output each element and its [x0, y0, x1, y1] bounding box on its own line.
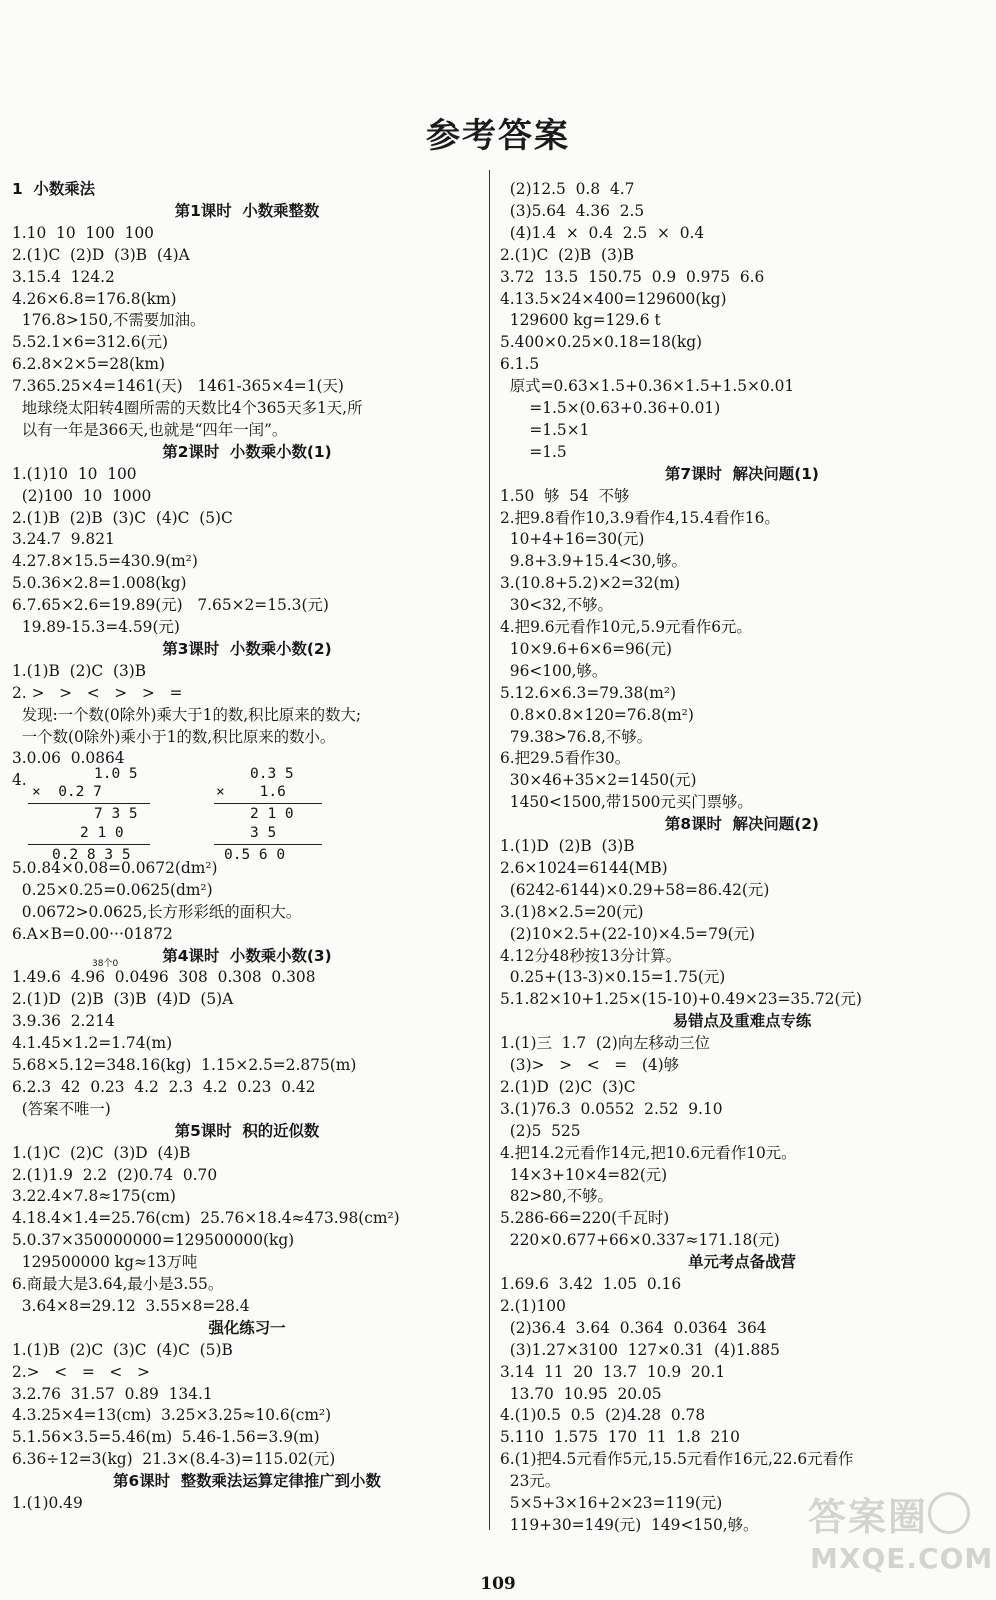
calc-b-line-4: 3 5 [250, 825, 277, 841]
answer-line: 0.0672>0.0625,长方形彩纸的面积大。 [12, 902, 302, 921]
calc-b-line-2: × 1.6 [216, 784, 286, 800]
answer-line: 5.12.6×6.3=79.38(m²) [500, 683, 677, 702]
answer-line: 5.52.1×6=312.6(元) [12, 333, 168, 352]
answer-line: 2.(1)C (2)B (3)B [500, 245, 635, 264]
answer-line: 发现:一个数(0除外)乘大于1的数,积比原来的数大; [12, 705, 362, 724]
answer-line: 1.(1)B (2)C (3)B [12, 661, 147, 680]
watermark-ring [928, 1492, 970, 1534]
answer-line: 2.(1)D (2)B (3)B (4)D (5)A [12, 990, 234, 1009]
calc-a-line-1: 1.0 5 [94, 766, 138, 782]
answer-line: (2)100 10 1000 [12, 486, 152, 505]
answer-line: 19.89-15.3=4.59(元) [12, 618, 180, 636]
answer-line: 3.14 11 20 13.7 10.9 20.1 [500, 1362, 726, 1381]
answer-line: 79.38>76.8,不够。 [500, 727, 653, 746]
answer-line: 5.286-66=220(千瓦时) [500, 1209, 670, 1228]
answer-line: 5.0.84×0.08=0.0672(dm²) [12, 858, 218, 877]
answer-line: 6.36÷12=3(kg) 21.3×(8.4-3)=115.02(元) [12, 1450, 336, 1469]
answer-line: (2)36.4 3.64 0.364 0.0364 364 [500, 1318, 767, 1337]
answer-line: 以有一年是366天,也就是“四年一闰”。 [12, 420, 288, 439]
answer-line: 4. [12, 771, 27, 790]
answer-line: (6242-6144)×0.29+58=86.42(元) [500, 880, 770, 899]
section-heading: 强化练习一 [208, 1318, 286, 1337]
section-heading: 第2课时 小数乘小数(1) [162, 442, 332, 461]
answer-line: 2. > > < > > = [12, 683, 183, 702]
answer-line: 0.8×0.8×120=76.8(m²) [500, 705, 694, 724]
answer-line: =1.5 [500, 442, 567, 461]
answer-line: 129600 kg=129.6 t [500, 311, 661, 330]
answer-line: 2.(1)B (2)B (3)C (4)C (5)C [12, 508, 233, 527]
answer-line: 13.70 10.95 20.05 [500, 1384, 662, 1403]
answer-line: 3.64×8=29.12 3.55×8=28.4 [12, 1296, 250, 1315]
answer-line: 14×3+10×4=82(元) [500, 1165, 668, 1184]
answer-line: 6.商最大是3.64,最小是3.55。 [12, 1275, 224, 1293]
answer-line: (答案不唯一) [12, 1099, 111, 1118]
section-heading: 第7课时 解决问题(1) [665, 464, 819, 483]
calc-a-line-4: 2 1 0 [80, 825, 124, 841]
answer-line: 3.0.06 0.0864 [12, 749, 125, 768]
answer-line: 3.(1)8×2.5=20(元) [500, 902, 644, 921]
section-heading: 单元考点备战营 [688, 1253, 796, 1272]
section-heading: 第1课时 小数乘整数 [174, 201, 320, 220]
answer-line: 5×5+3×16+2×23=119(元) [500, 1494, 723, 1512]
page-number: 109 [480, 1574, 516, 1594]
answer-line: 10+4+16=30(元) [500, 530, 645, 549]
answer-line: 119+30=149(元) 149<150,够。 [500, 1515, 759, 1534]
column-divider [489, 170, 490, 1530]
answer-line: 3.(10.8+5.2)×2=32(m) [500, 574, 681, 593]
answer-line: =1.5×(0.63+0.36+0.01) [500, 399, 721, 417]
answer-line: 4.3.25×4=13(cm) 3.25×3.25≈10.6(cm²) [12, 1406, 332, 1425]
answer-line: 4.(1)0.5 0.5 (2)4.28 0.78 [500, 1406, 706, 1425]
answer-line: (3)1.27×3100 127×0.31 (4)1.885 [500, 1340, 780, 1359]
calc-a-line-3: 7 3 5 [94, 806, 138, 822]
calc-b-line-3: 2 1 0 [250, 806, 294, 822]
answer-line: 96<100,够。 [500, 661, 608, 680]
answer-line: 3.(1)76.3 0.0552 2.52 9.10 [500, 1099, 723, 1118]
answer-line: 1.(1)D (2)B (3)B [500, 837, 635, 855]
answer-line: (4)1.4 × 0.4 2.5 × 0.4 [500, 223, 705, 242]
answer-line: 5.1.56×3.5=5.46(m) 5.46-1.56=3.9(m) [12, 1428, 320, 1447]
answer-line: 6.(1)把4.5元看作5元,15.5元看作16元,22.6元看作 [500, 1450, 854, 1469]
answer-line: (3)5.64 4.36 2.5 [500, 201, 645, 220]
answer-line: 2.(1)C (2)D (3)B (4)A [12, 245, 190, 264]
answer-line: 3.24.7 9.821 [12, 530, 115, 549]
answer-line: 1.(1)10 10 100 [12, 464, 137, 483]
answer-line: 2.(1)1.9 2.2 (2)0.74 0.70 [12, 1165, 218, 1184]
answer-line: 220×0.677+66×0.337≈171.18(元) [500, 1231, 780, 1250]
answer-line: 原式=0.63×1.5+0.36×1.5+1.5×0.01 [500, 377, 795, 396]
section-heading: 第3课时 小数乘小数(2) [162, 639, 332, 658]
answer-line: (2)10×2.5+(22-10)×4.5=79(元) [500, 924, 756, 943]
answer-line: 5.0.36×2.8=1.008(kg) [12, 574, 187, 593]
answer-line: 5.1.82×10+1.25×(15-10)+0.49×23=35.72(元) [500, 990, 862, 1009]
answer-line: (3)> > < = (4)够 [500, 1056, 680, 1074]
answer-line: 30<32,不够。 [500, 596, 613, 615]
answer-line: 1.10 10 100 100 [12, 223, 154, 242]
answer-line: 1.(1)C (2)C (3)D (4)B [12, 1143, 191, 1162]
answer-line: (2)5 525 [500, 1121, 581, 1140]
watermark-text-en: MXQE.COM [810, 1542, 994, 1575]
answer-line: 4.把9.6元看作10元,5.9元看作6元。 [500, 618, 752, 636]
answer-line: 6.1.5 [500, 355, 540, 374]
calc-a-line-2: × 0.2 7 [32, 784, 102, 800]
answer-line: 6.把29.5看作30。 [500, 749, 631, 768]
answer-line: 5.0.37×350000000=129500000(kg) [12, 1231, 295, 1250]
answer-line: =1.5×1 [500, 420, 590, 439]
calc-a-line-5: 0.2 8 3 5 [52, 847, 131, 863]
answer-line: 4.26×6.8=176.8(km) [12, 289, 177, 308]
unit-heading: 1 小数乘法 [12, 180, 95, 198]
answer-line: 5.110 1.575 170 11 1.8 210 [500, 1428, 740, 1447]
answer-line: 2.(1)D (2)C (3)C [500, 1077, 636, 1096]
answer-line: 6.7.65×2.6=19.89(元) 7.65×2=15.3(元) [12, 596, 329, 615]
answer-line: 5.400×0.25×0.18=18(kg) [500, 333, 703, 352]
answer-line: 1450<1500,带1500元买门票够。 [500, 793, 753, 812]
zeros-count-note: 38个0 [92, 959, 119, 969]
answer-line: 5.68×5.12=348.16(kg) 1.15×2.5=2.875(m) [12, 1056, 357, 1074]
answer-line: 3.9.36 2.214 [12, 1012, 115, 1031]
answer-line: 1.(1)三 1.7 (2)向左移动三位 [500, 1034, 711, 1053]
answer-line: 3.22.4×7.8≈175(cm) [12, 1187, 176, 1206]
answer-line: 1.50 够 54 不够 [500, 486, 630, 505]
answer-line: 6.A×B=0.00···01872 [12, 924, 173, 943]
answer-line: 4.12分48秒按13分计算。 [500, 946, 682, 965]
answer-line: 9.8+3.9+15.4<30,够。 [500, 552, 687, 571]
answer-line: 6.2.8×2×5=28(km) [12, 355, 165, 374]
answer-line: 2.把9.8看作10,3.9看作4,15.4看作16。 [500, 508, 780, 527]
section-heading: 第4课时 小数乘小数(3) [162, 946, 332, 965]
answer-line: 3.15.4 124.2 [12, 267, 115, 286]
answer-line: 129500000 kg≈13万吨 [12, 1253, 198, 1272]
answer-line: 7.365.25×4=1461(天) 1461-365×4=1(天) [12, 377, 344, 396]
answer-line: 23元。 [500, 1472, 561, 1491]
answer-line: 1.(1)0.49 [12, 1494, 83, 1512]
section-heading: 易错点及重难点专练 [672, 1012, 812, 1031]
answer-line: 3.2.76 31.57 0.89 134.1 [12, 1384, 213, 1403]
answer-line: 4.27.8×15.5=430.9(m²) [12, 552, 198, 571]
answer-line: 82>80,不够。 [500, 1187, 613, 1206]
answer-line: 176.8>150,不需要加油。 [12, 311, 206, 330]
answer-line: 30×46+35×2=1450(元) [500, 771, 697, 790]
answer-line: 4.18.4×1.4=25.76(cm) 25.76×18.4≈473.98(cm²) [12, 1209, 400, 1228]
answer-line: 0.25+(13-3)×0.15=1.75(元) [500, 968, 726, 987]
section-heading: 第6课时 整数乘法运算定律推广到小数 [113, 1472, 381, 1491]
answer-line: 一个数(0除外)乘小于1的数,积比原来的数小。 [12, 727, 336, 746]
answer-line: 4.13.5×24×400=129600(kg) [500, 289, 727, 308]
answer-line: 10×9.6+6×6=96(元) [500, 639, 672, 658]
answer-line: 1.69.6 3.42 1.05 0.16 [500, 1275, 682, 1293]
answer-line: 1.49.6 4.96 0.0496 308 0.308 0.308 [12, 968, 316, 987]
vertical-multiplication-a [22, 764, 152, 864]
answer-line: 2.(1)100 [500, 1296, 566, 1315]
answer-line: (2)12.5 0.8 4.7 [500, 180, 635, 198]
calc-b-line-1: 0.3 5 [250, 766, 294, 782]
calc-b-line-5: 0.5 6 0 [224, 847, 286, 863]
page-title: 参考答案 [426, 116, 570, 156]
section-heading: 第8课时 解决问题(2) [665, 815, 819, 834]
answer-line: 2.> < = < > [12, 1362, 150, 1381]
vertical-multiplication-b [210, 764, 330, 864]
answer-line: 4.把14.2元看作14元,把10.6元看作10元。 [500, 1143, 797, 1162]
section-heading: 第5课时 积的近似数 [174, 1121, 320, 1140]
answer-line: 4.1.45×1.2=1.74(m) [12, 1034, 173, 1053]
answer-line: 6.2.3 42 0.23 4.2 2.3 4.2 0.23 0.42 [12, 1077, 316, 1096]
watermark-text-cn: 答案圈 [808, 1495, 929, 1539]
answer-line: 2.6×1024=6144(MB) [500, 858, 668, 877]
answer-line: 1.(1)B (2)C (3)C (4)C (5)B [12, 1340, 233, 1359]
answer-line: 3.72 13.5 150.75 0.9 0.975 6.6 [500, 267, 765, 286]
answer-line: 地球绕太阳转4圈所需的天数比4个365天多1天,所 [12, 399, 363, 417]
answer-line: 0.25×0.25=0.0625(dm²) [12, 880, 213, 899]
